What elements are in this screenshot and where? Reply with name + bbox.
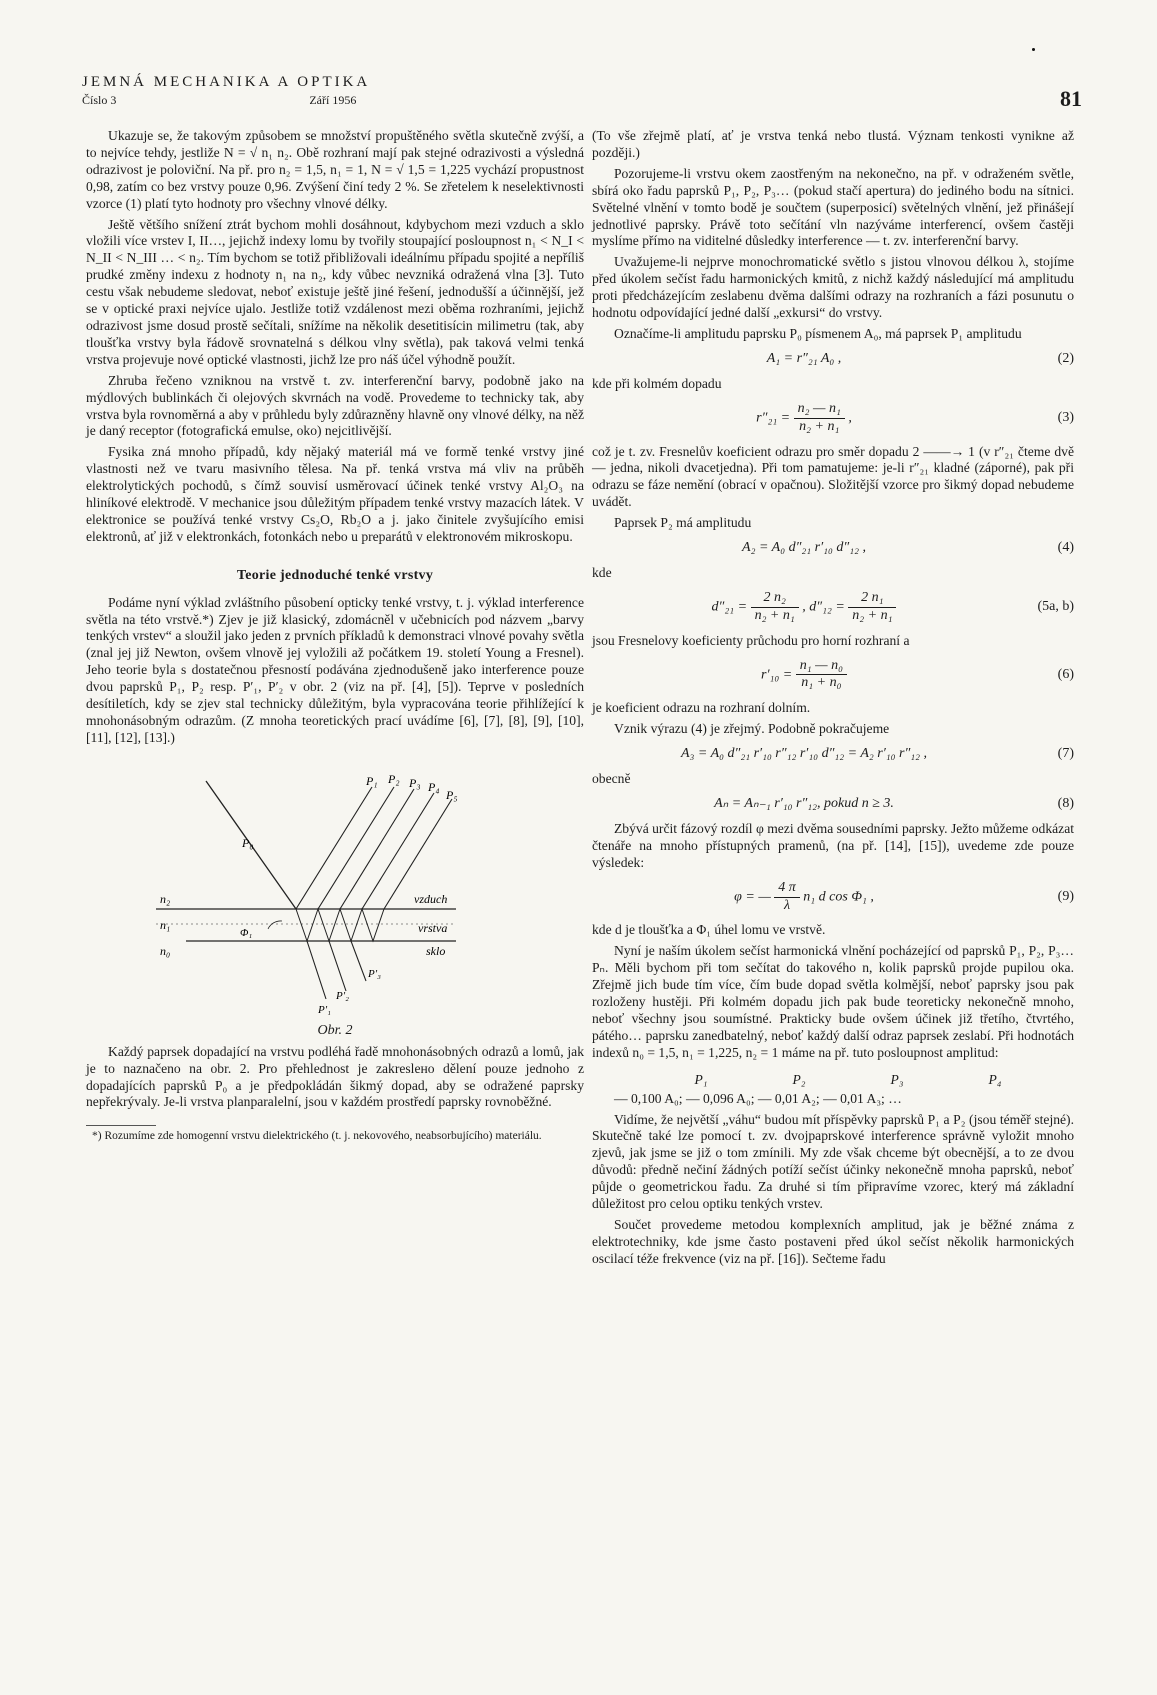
thin-film-ray-diagram (156, 769, 486, 1019)
numerator: n₁ — n₀ (796, 658, 847, 676)
ray-label: P₂ (388, 771, 400, 786)
fraction (796, 658, 847, 693)
text-line: kde d je tloušťka a Φ₁ úhel lomu ve vrstvě. (592, 922, 826, 938)
incident-ray-label: P₀ (242, 835, 254, 850)
angle-phi-label: Φ₁ (240, 926, 253, 939)
sequence-label: P₁ (694, 1071, 708, 1087)
paragraph: Pozorujeme-li vrstvu okem zaostřeným na nekonečno, na př. v odraženém světle, sbírá oko řadu paprsků P₁, P₂, P₃… (pokud stačí apertura) do jediného bodu na sítnici. Světelné vlnění v tomto bodě je součtem (superposicí) světelných vlnění, jež přinášejí jednotlivé paprsky. Právě toto sečítání vln nazýváme interferencí, ovšem častěji myslíme přímo na viditelné důsledky interference — t. zv. interferenční barvy. (592, 165, 1074, 249)
transmitted-ray-label: P′₂ (336, 989, 349, 1002)
fraction (794, 401, 845, 436)
equation-tail: n₁ d cos Φ₁ , (803, 889, 874, 905)
equation-number: (8) (1057, 796, 1074, 811)
equation-number: (2) (1057, 350, 1074, 366)
numerator: 4 π (774, 880, 800, 898)
equation-lhs: φ = — (734, 889, 771, 905)
equation-8 (592, 796, 1074, 813)
paragraph: Podáme nyní výklad zvláštního působení opticky tenké vrstvy, t. j. výklad interference světla na této vrstvě.*) Zjev je již klasický, zdomácněl v učebnicích pod názvem „barvy tenkých vrstev“ a sloužil jako jeden z prvních příkladů k demonstraci vlnové povahy světla (znal jej již Newton, ovšem vlnově jej vyložili až počátkem 19. století Young a Fresnel). Jeho teorie byla s dostatečnou přesností podávána zjednodušeně jako interference pouze dvou paprsků P₁, P₂ resp. P′₁, P′₂ v obr. 2 (viz na př. [4], [5]). Teprve v posledních desítiletích, kdy se zjev stal technicky důležitým, byla vypracována teorie přihlížející k mnohonásobným odrazům. (Z mnoha teoretických prací uvádíme [6], [7], [8], [9], [10], [11], [12], [13].) (86, 594, 584, 745)
index-n0-label: n₀ (160, 943, 171, 958)
paragraph: Paprsek P₂ má amplitudu (614, 515, 752, 531)
paragraph: Každý paprsek dopadající na vrstvu podléhá řadě mnohonásobných odrazů a lomů, jak je to naznačeno na obr. 2. Pro přehlednost je zakreslено dělení pouze jednoho z dopadajících paprsků P₀ a je předpokládán šikmý dopad, aby se odražené paprsky nepřekrývaly. Je-li vrstva planparalelní, jsou v každém prostředí paprsky rovnoběžné. (86, 1043, 584, 1110)
paragraph: Nyní je naším úkolem sečíst harmonická vlnění pocházející od paprsků P₁, P₂, P₃… Pₙ. Měli bychom při tom sečítat do takového n, kolik paprsků projde pupilou oka. Zřejmě jich bude tím více, čím bude dopad světla kolmější, neboť paprsky jsou pak rozloženy hustěji. Při kolmém dopadu jich pak bude teoreticky nekonečně mnoho, neboť všechny jsou soumístné. Prakticky bude ovšem účinek již třetího, čtvrtého, pátého… paprsku zanedbatelný, neboť každý další odraz paprsek zeslabí. Při hodnotách indexů n₀ = 1,5, n₁ = 1,225, n₂ = 1 máme na př. tuto posloupnost amplitud: (592, 943, 1074, 1060)
left-column (86, 128, 584, 1143)
equation-number: (3) (1057, 409, 1074, 425)
paragraph: (To vše zřejmě platí, ať je vrstva tenká nebo tlustá. Význam tenkosti vynikne až později.) (592, 128, 1074, 160)
issue-line (82, 93, 1082, 108)
fraction (848, 590, 896, 625)
footnote-rule (86, 1125, 156, 1126)
section-heading: Teorie jednoduché tenké vrstvy (236, 567, 434, 583)
page-number: 81 (1060, 86, 1082, 111)
sequence-label: P₂ (792, 1071, 806, 1087)
equation-4 (592, 540, 1074, 557)
equation-number: (6) (1057, 666, 1074, 682)
equation-lhs: , d″₁₂ = (802, 599, 845, 615)
paragraph: Ukazuje se, že takovým způsobem se množství propuštěného světla skutečně zvýší, a to nejvíce tehdy, jestliže N = √ n₁ n₂. Obě rozhraní mají pak stejné odrazivosti a výsledná odrazivost je poloviční. Na př. pro n₂ = 1,5, n₁ = 1, N = √ 1,5 = 1,225 vychází propustnost 0,98, zatím co bez vrstvy pouze 0,96. Zvýšení činí tedy 2 %. Se zřetelem k neselektivnosti vzorce (1) platí tyto hodnoty pro všechny vlnové délky. (86, 128, 584, 211)
right-column (592, 128, 1074, 1272)
paragraph: Součet provedeme metodou komplexních amplitud, jak je běžné známa z elektrotechniky, kde jsme často postaveni před úkol sečíst několik harmonických oscilací téže frekvence (viz na př. [16]). Sečteme řadu (592, 1216, 1074, 1266)
paragraph: Zhruba řečeno vzniknou na vrstvě t. zv. interferenční barvy, podobně jako na mýdlových bublinkách či olejových skvrnách na vodě. Provedeme to technicky tak, aby vrstva byla rovnoměrná a aby v průhledu byly zdůrazněny hlavně ony vlnové délky, na něž je daný receptor (fotografická emulse, oko) nejcitlivější. (86, 372, 584, 439)
issue-date: Září 1956 (309, 93, 357, 107)
figure-thin-film-diagram (156, 769, 486, 1019)
journal-title: JEMNÁ MECHANIKA A OPTIKA (82, 74, 371, 90)
equation-number: (7) (1057, 746, 1074, 762)
paragraph: Uvažujeme-li nejprve monochromatické světlo s jistou vlnovou délkou λ, stojíme před úkolem sečíst řadu harmonických kmitů, z nichž každý následující má amplitudu proti předcházejícím zeslabenu dvěma dalšími odrazy na rozhraních a fázi posunutu o hodnotu odpovídající jedné další „exkursi“ do vrstvy. (592, 254, 1074, 321)
ray-label: P₁ (366, 773, 378, 788)
footnote: *) Rozumíme zde homogenní vrstvu dielektrického (t. j. nekovového, neabsorbujícího) materiálu. (92, 1130, 542, 1143)
paragraph: Zbývá určit fázový rozdíl φ mezi dvěma sousedními paprsky. Ježto můžeme odkázat čtenáře na mnoho přístupných pramenů, (na př. [14], [15]), uvedeme zde pouze výsledek: (592, 820, 1074, 870)
equation-lhs: d″₂₁ = (711, 599, 748, 615)
fraction (751, 590, 799, 625)
sequence-label: P₃ (890, 1071, 904, 1087)
numerator: 2 n₂ (751, 590, 799, 608)
page-header (82, 74, 1082, 111)
ray-label: P₅ (446, 787, 458, 802)
text-line: obecně (592, 771, 631, 787)
denominator: n₁ + n₀ (801, 675, 842, 691)
equation-number: (5a, b) (1037, 598, 1074, 614)
equation-body: A₃ = A₀ d″₂₁ r′₁₀ r″₁₂ r′₁₀ d″₁₂ = A₂ r′₁₀ r″₁₂ , (680, 746, 928, 762)
amplitude-sequence-labels (592, 1072, 1074, 1089)
transmitted-ray-label: P′₁ (318, 1003, 331, 1016)
equation-6 (592, 658, 1074, 693)
sequence-label: P₄ (988, 1071, 1002, 1087)
equation-lhs: r″₂₁ = (756, 410, 791, 426)
glass-label: sklo (426, 943, 446, 958)
text-line: kde při kolmém dopadu (592, 375, 722, 391)
equation-3 (592, 401, 1074, 436)
equation-body: Aₙ = Aₙ₋₁ r′₁₀ r″₁₂, pokud n ≥ 3. (714, 796, 894, 811)
equation-9 (592, 880, 1074, 915)
text-line: je koeficient odrazu na rozhraní dolním. (592, 700, 811, 716)
denominator: λ (784, 897, 791, 913)
denominator: n₂ + n₁ (852, 607, 893, 623)
paragraph: Fysika zná mnoho případů, kdy nějaký materiál má ve formě tenké vrstvy jiné vlastnosti než ve tvaru masivního tělesa. Na př. tenká vrstva má vliv na průběh elektrolytických pochodů, s čímž souvisí usměrovací účinek tenké vrstvy Al₂O₃ na hliníkové elektrodě. V mechanice jsou důležitým případem tenké vrstvy mazacích látek. V elektronice se používá tenké vrstvy Cs₂O, Rb₂O a j. jako činitele zvyšujícího emisi elektronů, ať již v elektronkách, fotonkách nebo u preparátů v elektronovém mikroskopu. (86, 444, 584, 544)
equation-number: (4) (1057, 540, 1074, 556)
amplitude-sequence-values: — 0,100 A₀; — 0,096 A₀; — 0,01 A₂; — 0,01 A₃; … (614, 1090, 902, 1106)
transmitted-ray-label: P′₃ (368, 967, 381, 980)
equation-tail: , (848, 410, 852, 426)
denominator: n₂ + n₁ (799, 418, 840, 434)
paragraph: Vidíme, že největší „váhu“ budou mít příspěvky paprsků P₁ a P₂ (jsou téměř stejné). Skutečně také lze pomocí t. zv. dvojpaprskové interference správně vyložit mnoho zjevů, jak jsme se již o tom zmínili. My zde však chceme být obecnější, a to ze dvou důvodů: předně nečiní žádných potíží sečíst účinky nekonečně mnoha paprsků, neboť půjde o geometrickou řadu. Za druhé si tím připravíme vzorec, který má základní důležitost pro celou optiku tenkých vrstev. (592, 1111, 1074, 1212)
equation-2 (592, 351, 1074, 368)
numerator: n₂ — n₁ (794, 401, 845, 419)
paragraph: Označíme-li amplitudu paprsku P₀ písmenem A₀, má paprsek P₁ amplitudu (614, 325, 1022, 341)
text-line: jsou Fresnelovy koeficienty průchodu pro horní rozhraní a (592, 632, 910, 648)
equation-body: A₁ = r″₂₁ A₀ , (766, 350, 842, 366)
equation-body: A₂ = A₀ d″₂₁ r′₁₀ d″₁₂ , (742, 540, 866, 556)
ray-label: P₃ (409, 775, 421, 790)
equation-number: (9) (1057, 888, 1074, 904)
equation-5 (592, 590, 1074, 625)
equation-lhs: r′₁₀ = (761, 667, 793, 683)
index-n1-label: n₁ (160, 917, 171, 932)
paragraph: což je t. zv. Fresnelův koeficient odrazu pro směr dopadu 2 ——→ 1 (v r″₂₁ čteme dvě — jedna, nikoli dvacetjedna). Při tom pamatujeme: je-li r″₂₁ kladné (záporné), pak při odrazu se fáze nemění (obrací v opačnou). Složitější vzorce pro šikmý dopad nebudeme uvádět. (592, 443, 1074, 510)
equation-7 (592, 746, 1074, 763)
layer-label: vrstva (418, 920, 448, 935)
index-n2-label: n₂ (160, 891, 171, 906)
print-speck (1032, 48, 1035, 51)
paragraph: Ještě většího snížení ztrát bychom mohli dosáhnout, kdybychom mezi vzduch a sklo vložili více vrstev I, II…, jejichž indexy lomu by tvořily stoupající posloupnost n₁ < N_I < N_II < N_III … < n₂. Tím bychom se totiž přibližovali ideálnímu případu spojité a nepříliš prudké změny indexu z hodnoty n₁ na n₂, kdy vůbec nevzniká odražená vlna [3]. Tuto cestu však nebudeme sledovat, neboť existuje ještě jiné řešení, jednodušší a účinnější, jež se v optické praxi nejvíce ujalo. Jestliže totiž vzdálenost mezi oběma rozhraními, jejichž odrazivost jsme dosud prostě sečítali, snížíme na několik desetitisícin milimetru (tak, aby tloušťka vrstvy byla řádově srovnatelná s délkou vlny světla), pak taková velmi tenká vrstva projevuje nové optické vlastnosti, jichž lze pro náš účel výhodně použít. (86, 216, 584, 367)
numerator: 2 n₁ (848, 590, 896, 608)
ray-label: P₄ (428, 779, 440, 794)
paragraph: Vznik výrazu (4) je zřejmý. Podobně pokračujeme (614, 721, 890, 737)
denominator: n₂ + n₁ (754, 607, 795, 623)
air-label: vzduch (414, 891, 448, 906)
figure-caption: Obr. 2 (317, 1022, 353, 1038)
fraction (774, 880, 800, 915)
text-line: kde (592, 564, 612, 580)
issue-number: Číslo 3 (82, 93, 117, 107)
